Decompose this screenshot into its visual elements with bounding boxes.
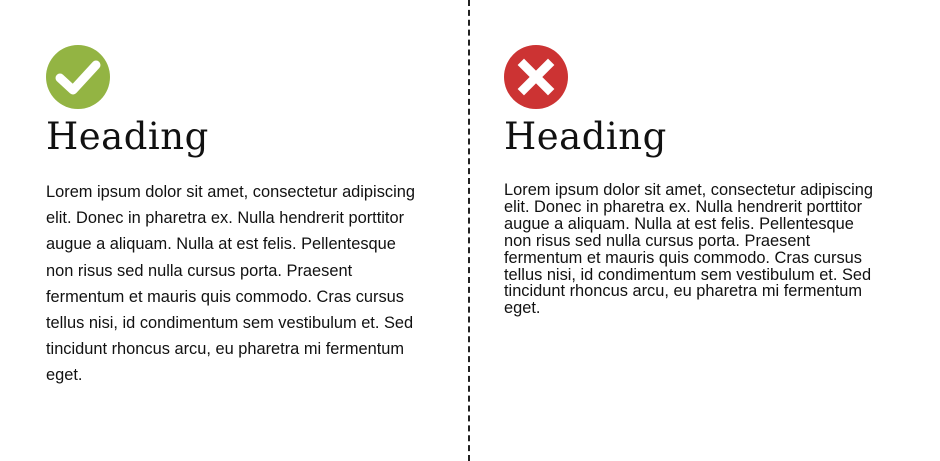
- cross-glyph: [504, 45, 568, 109]
- bad-example-body: Lorem ipsum dolor sit amet, consectetur adipiscing elit. Donec in pharetra ex. Nulla hendrerit porttitor augue a aliquam. Nulla at est felis. Pellentesque non risus sed nulla cursus porta. Praesent fermentum et mauris quis commodo. Cras cursus tellus nisi, id condimentum sem vestibulum et. Sed tincidunt rhoncus arcu, eu pharetra mi fermentum eget.: [504, 181, 873, 318]
- checkmark-icon: [46, 45, 110, 109]
- dashed-divider: [468, 0, 470, 461]
- bad-example-panel: [504, 0, 884, 461]
- good-example-panel: [46, 0, 426, 461]
- good-example-heading: Heading: [46, 115, 209, 158]
- checkmark-glyph: [46, 45, 110, 109]
- bad-example-heading: Heading: [504, 115, 667, 158]
- cross-icon: [504, 45, 568, 109]
- good-example-body: Lorem ipsum dolor sit amet, consectetur adipiscing elit. Donec in pharetra ex. Nulla hendrerit porttitor augue a aliquam. Nulla at est felis. Pellentesque non risus sed nulla cursus porta. Praesent fermentum et mauris quis commodo. Cras cursus tellus nisi, id condimentum sem vestibulum et. Sed tincidunt rhoncus arcu, eu pharetra mi fermentum eget.: [46, 183, 415, 385]
